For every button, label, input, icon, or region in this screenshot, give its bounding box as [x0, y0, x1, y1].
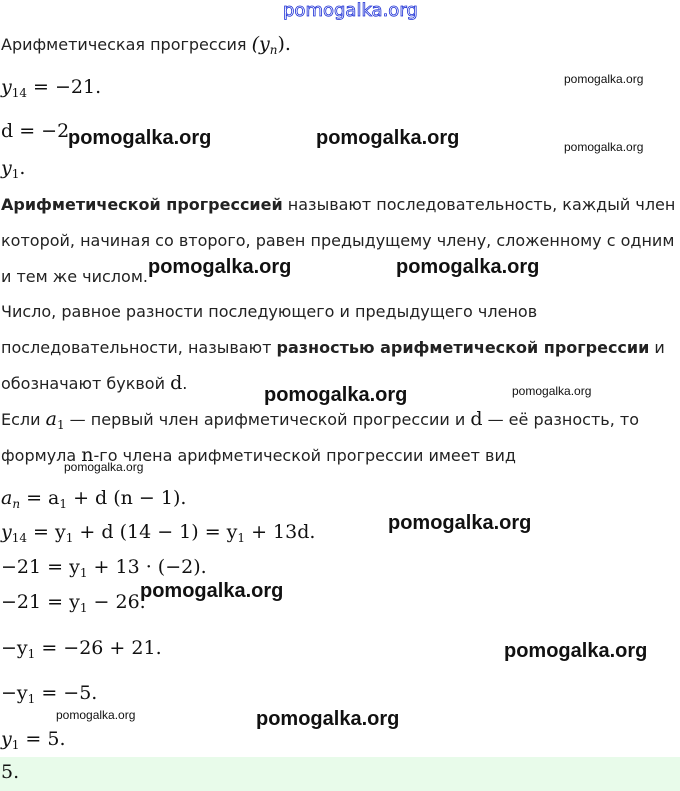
answer-value: 5.	[1, 761, 20, 783]
watermark: pomogalka.org	[564, 72, 644, 86]
equation-step-5	[1, 637, 162, 659]
answer-box	[0, 757, 680, 791]
difference-line-1	[1, 302, 537, 321]
watermark: pomogalka.org	[316, 127, 460, 149]
a1-sub: 1	[56, 418, 65, 432]
formula-intro-1a: Если	[1, 410, 46, 429]
eq7-pre: y	[1, 728, 12, 750]
find-rest: .	[19, 157, 26, 179]
formula-intro-line-1	[1, 408, 639, 430]
eq2-lhs: y	[1, 521, 12, 543]
definition-text-3: и тем же числом.	[1, 267, 148, 286]
watermark: pomogalka.org	[388, 512, 532, 534]
difference-text-1: Число, равное разности последующего и предыдущего членов	[1, 302, 538, 321]
eq5-rest: = −26 + 21.	[35, 637, 162, 659]
eq1-msub: 1	[59, 497, 68, 511]
eq5-pre: −y	[1, 637, 28, 659]
watermark: pomogalka.org	[68, 127, 212, 149]
watermark-header: pomogalka.org	[283, 0, 418, 21]
eq1-lsub: n	[12, 497, 21, 511]
eq2-r2sub: 1	[237, 531, 246, 545]
watermark: pomogalka.org	[396, 256, 540, 278]
formula-intro-2a: формула	[1, 446, 82, 465]
equation-step-6	[1, 682, 97, 704]
find-y1	[1, 157, 25, 179]
eq7-rest: = 5.	[19, 728, 66, 750]
eq2-rest: + d (14 − 1) = y	[73, 521, 238, 543]
a1-var: a	[45, 408, 57, 430]
problem-statement	[1, 33, 291, 55]
definition-line-3	[1, 267, 148, 286]
sequence-subscript: n	[269, 43, 278, 57]
eq5-sub: 1	[27, 647, 36, 661]
given-sub: 14	[11, 86, 28, 100]
eq6-rest: = −5.	[35, 682, 98, 704]
equation-substituted	[1, 521, 315, 543]
difference-term: разностью арифметической прогрессии	[276, 338, 650, 357]
definition-text-2: которой, начиная со второго, равен предыдущему члену, сложенному с одним	[1, 231, 675, 250]
statement-text: Арифметическая прогрессия	[1, 35, 252, 54]
eq4-rest: − 26.	[87, 591, 146, 613]
eq2-msub: 1	[65, 531, 74, 545]
formula-intro-1c: — её разность, то	[482, 410, 639, 429]
given-d-value: d = −2	[1, 120, 70, 142]
watermark: pomogalka.org	[64, 460, 144, 474]
d-var: d	[470, 408, 483, 430]
definition-text-1: называют последовательность, каждый член	[282, 195, 676, 214]
definition-line-1	[1, 195, 675, 214]
eq4-sub: 1	[79, 601, 88, 615]
given-d	[1, 120, 69, 142]
eq2-rest2: + 13d.	[245, 521, 316, 543]
eq1-rest: + d (n − 1).	[67, 487, 187, 509]
eq2-mid: = y	[27, 521, 66, 543]
find-var: y	[1, 157, 12, 179]
eq1-lhs: a	[1, 487, 13, 509]
statement-close: ).	[277, 33, 291, 55]
watermark: pomogalka.org	[140, 580, 284, 602]
formula-intro-2b: -го члена арифметической прогрессии имеет вид	[93, 446, 516, 465]
definition-line-2	[1, 231, 674, 250]
watermark: pomogalka.org	[148, 256, 292, 278]
formula-intro-1b: — первый член арифметической прогрессии и	[64, 410, 471, 429]
given-y14	[1, 76, 101, 98]
watermark: pomogalka.org	[256, 708, 400, 730]
sequence-symbol: (y	[251, 33, 270, 55]
difference-var: d	[170, 372, 183, 394]
difference-text-2a: последовательности, называют	[1, 338, 277, 357]
difference-text-2b: и	[649, 338, 665, 357]
eq1-mid: = a	[20, 487, 60, 509]
n-var: n	[81, 444, 94, 466]
watermark: pomogalka.org	[512, 384, 592, 398]
eq7-sub: 1	[11, 738, 20, 752]
find-sub: 1	[11, 167, 20, 181]
watermark: pomogalka.org	[56, 708, 136, 722]
eq6-sub: 1	[27, 692, 36, 706]
eq3-pre: −21 = y	[1, 556, 80, 578]
eq2-lsub: 14	[11, 531, 28, 545]
definition-term: Арифметической прогрессией	[1, 195, 283, 214]
eq6-pre: −y	[1, 682, 28, 704]
equation-step-4	[1, 591, 146, 613]
equation-general	[1, 487, 186, 509]
difference-text-3b: .	[182, 374, 188, 393]
eq3-sub: 1	[79, 566, 88, 580]
difference-line-3	[1, 372, 187, 394]
difference-text-3a: обозначают буквой	[1, 374, 171, 393]
equation-step-3	[1, 556, 207, 578]
watermark: pomogalka.org	[564, 140, 644, 154]
eq3-rest: + 13 · (−2).	[87, 556, 207, 578]
watermark: pomogalka.org	[504, 640, 648, 662]
eq4-pre: −21 = y	[1, 591, 80, 613]
difference-line-2	[1, 338, 665, 357]
given-var: y	[1, 76, 12, 98]
watermark: pomogalka.org	[264, 384, 408, 406]
equation-result	[1, 728, 66, 750]
given-value: = −21.	[27, 76, 102, 98]
